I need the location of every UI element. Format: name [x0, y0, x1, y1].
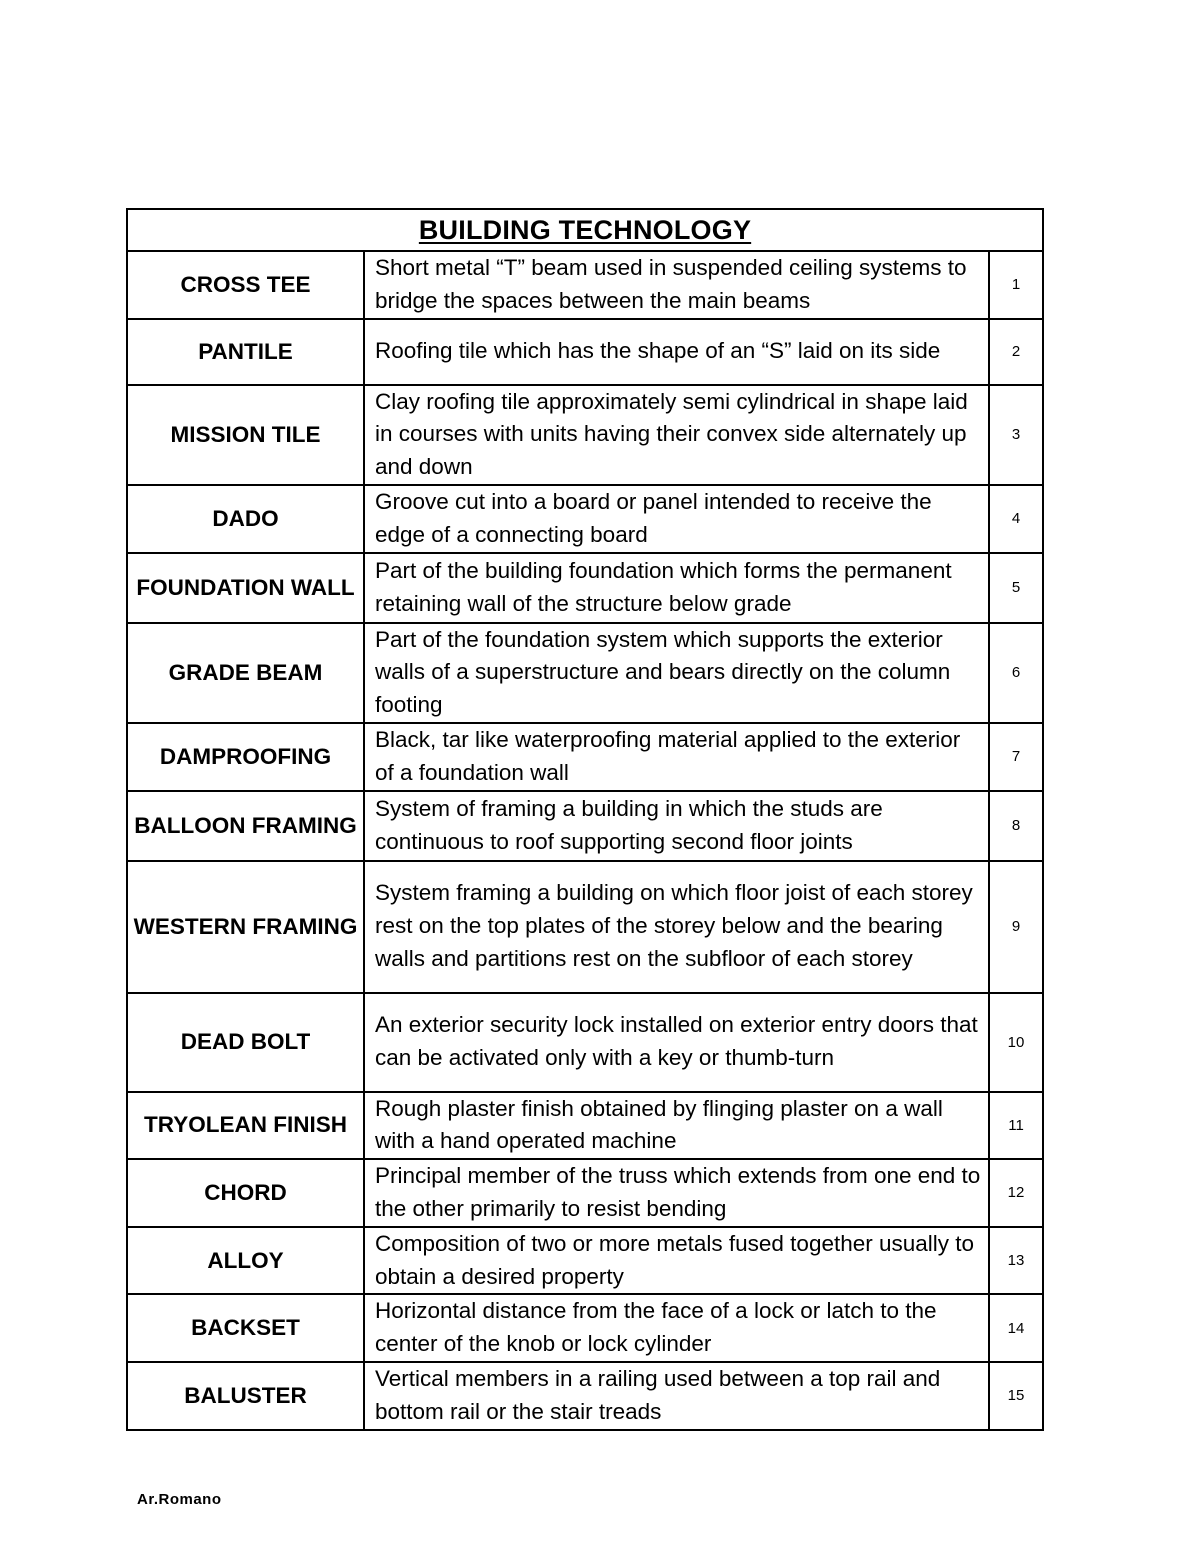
- number-cell: 12: [989, 1159, 1043, 1227]
- definition-cell: System of framing a building in which the studs are continuous to roof supporting second floor joints: [364, 791, 989, 861]
- term-cell: CHORD: [127, 1159, 364, 1227]
- term-cell: DAMPROOFING: [127, 723, 364, 791]
- definition-cell: An exterior security lock installed on exterior entry doors that can be activated only with a key or thumb-turn: [364, 993, 989, 1092]
- table-row: [127, 723, 1043, 791]
- table-row: [127, 993, 1043, 1092]
- term-cell: MISSION TILE: [127, 385, 364, 485]
- table-row: [127, 319, 1043, 385]
- number-cell: 14: [989, 1294, 1043, 1362]
- definition-cell: Part of the foundation system which supports the exterior walls of a superstructure and bears directly on the column footing: [364, 623, 989, 723]
- table-row: [127, 861, 1043, 993]
- definition-cell: Rough plaster finish obtained by flinging plaster on a wall with a hand operated machine: [364, 1092, 989, 1160]
- term-cell: DADO: [127, 485, 364, 553]
- number-cell: 10: [989, 993, 1043, 1092]
- table-row: [127, 1159, 1043, 1227]
- table-row: [127, 385, 1043, 485]
- table-row: [127, 485, 1043, 553]
- table-row: [127, 1294, 1043, 1362]
- number-cell: 7: [989, 723, 1043, 791]
- number-cell: 5: [989, 553, 1043, 623]
- number-cell: 11: [989, 1092, 1043, 1160]
- table-row: [127, 623, 1043, 723]
- definition-cell: Vertical members in a railing used between a top rail and bottom rail or the stair treads: [364, 1362, 989, 1430]
- table-row: [127, 1092, 1043, 1160]
- author-footer: Ar.Romano: [137, 1491, 222, 1508]
- definition-cell: Horizontal distance from the face of a lock or latch to the center of the knob or lock cylinder: [364, 1294, 989, 1362]
- number-cell: 6: [989, 623, 1043, 723]
- number-cell: 2: [989, 319, 1043, 385]
- definition-cell: Groove cut into a board or panel intended to receive the edge of a connecting board: [364, 485, 989, 553]
- number-cell: 4: [989, 485, 1043, 553]
- term-cell: ALLOY: [127, 1227, 364, 1295]
- table-row: [127, 1362, 1043, 1430]
- term-cell: BALLOON FRAMING: [127, 791, 364, 861]
- title-row: [127, 209, 1043, 251]
- term-cell: WESTERN FRAMING: [127, 861, 364, 993]
- number-cell: 9: [989, 861, 1043, 993]
- term-cell: CROSS TEE: [127, 251, 364, 319]
- term-cell: FOUNDATION WALL: [127, 553, 364, 623]
- table-row: [127, 1227, 1043, 1295]
- definition-cell: Principal member of the truss which extends from one end to the other primarily to resist bending: [364, 1159, 989, 1227]
- glossary-table: [126, 208, 1044, 1431]
- number-cell: 8: [989, 791, 1043, 861]
- number-cell: 1: [989, 251, 1043, 319]
- definition-cell: Black, tar like waterproofing material applied to the exterior of a foundation wall: [364, 723, 989, 791]
- definition-cell: Part of the building foundation which forms the permanent retaining wall of the structure below grade: [364, 553, 989, 623]
- term-cell: GRADE BEAM: [127, 623, 364, 723]
- definition-cell: Composition of two or more metals fused together usually to obtain a desired property: [364, 1227, 989, 1295]
- table-row: [127, 251, 1043, 319]
- term-cell: BACKSET: [127, 1294, 364, 1362]
- page-title: BUILDING TECHNOLOGY: [127, 209, 1043, 251]
- definition-cell: Roofing tile which has the shape of an “S” laid on its side: [364, 319, 989, 385]
- term-cell: BALUSTER: [127, 1362, 364, 1430]
- number-cell: 3: [989, 385, 1043, 485]
- term-cell: PANTILE: [127, 319, 364, 385]
- number-cell: 15: [989, 1362, 1043, 1430]
- table-row: [127, 791, 1043, 861]
- definition-cell: Short metal “T” beam used in suspended ceiling systems to bridge the spaces between the main beams: [364, 251, 989, 319]
- number-cell: 13: [989, 1227, 1043, 1295]
- term-cell: TRYOLEAN FINISH: [127, 1092, 364, 1160]
- definition-cell: Clay roofing tile approximately semi cylindrical in shape laid in courses with units having their convex side alternately up and down: [364, 385, 989, 485]
- term-cell: DEAD BOLT: [127, 993, 364, 1092]
- definition-cell: System framing a building on which floor joist of each storey rest on the top plates of the storey below and the bearing walls and partitions rest on the subfloor of each storey: [364, 861, 989, 993]
- table-row: [127, 553, 1043, 623]
